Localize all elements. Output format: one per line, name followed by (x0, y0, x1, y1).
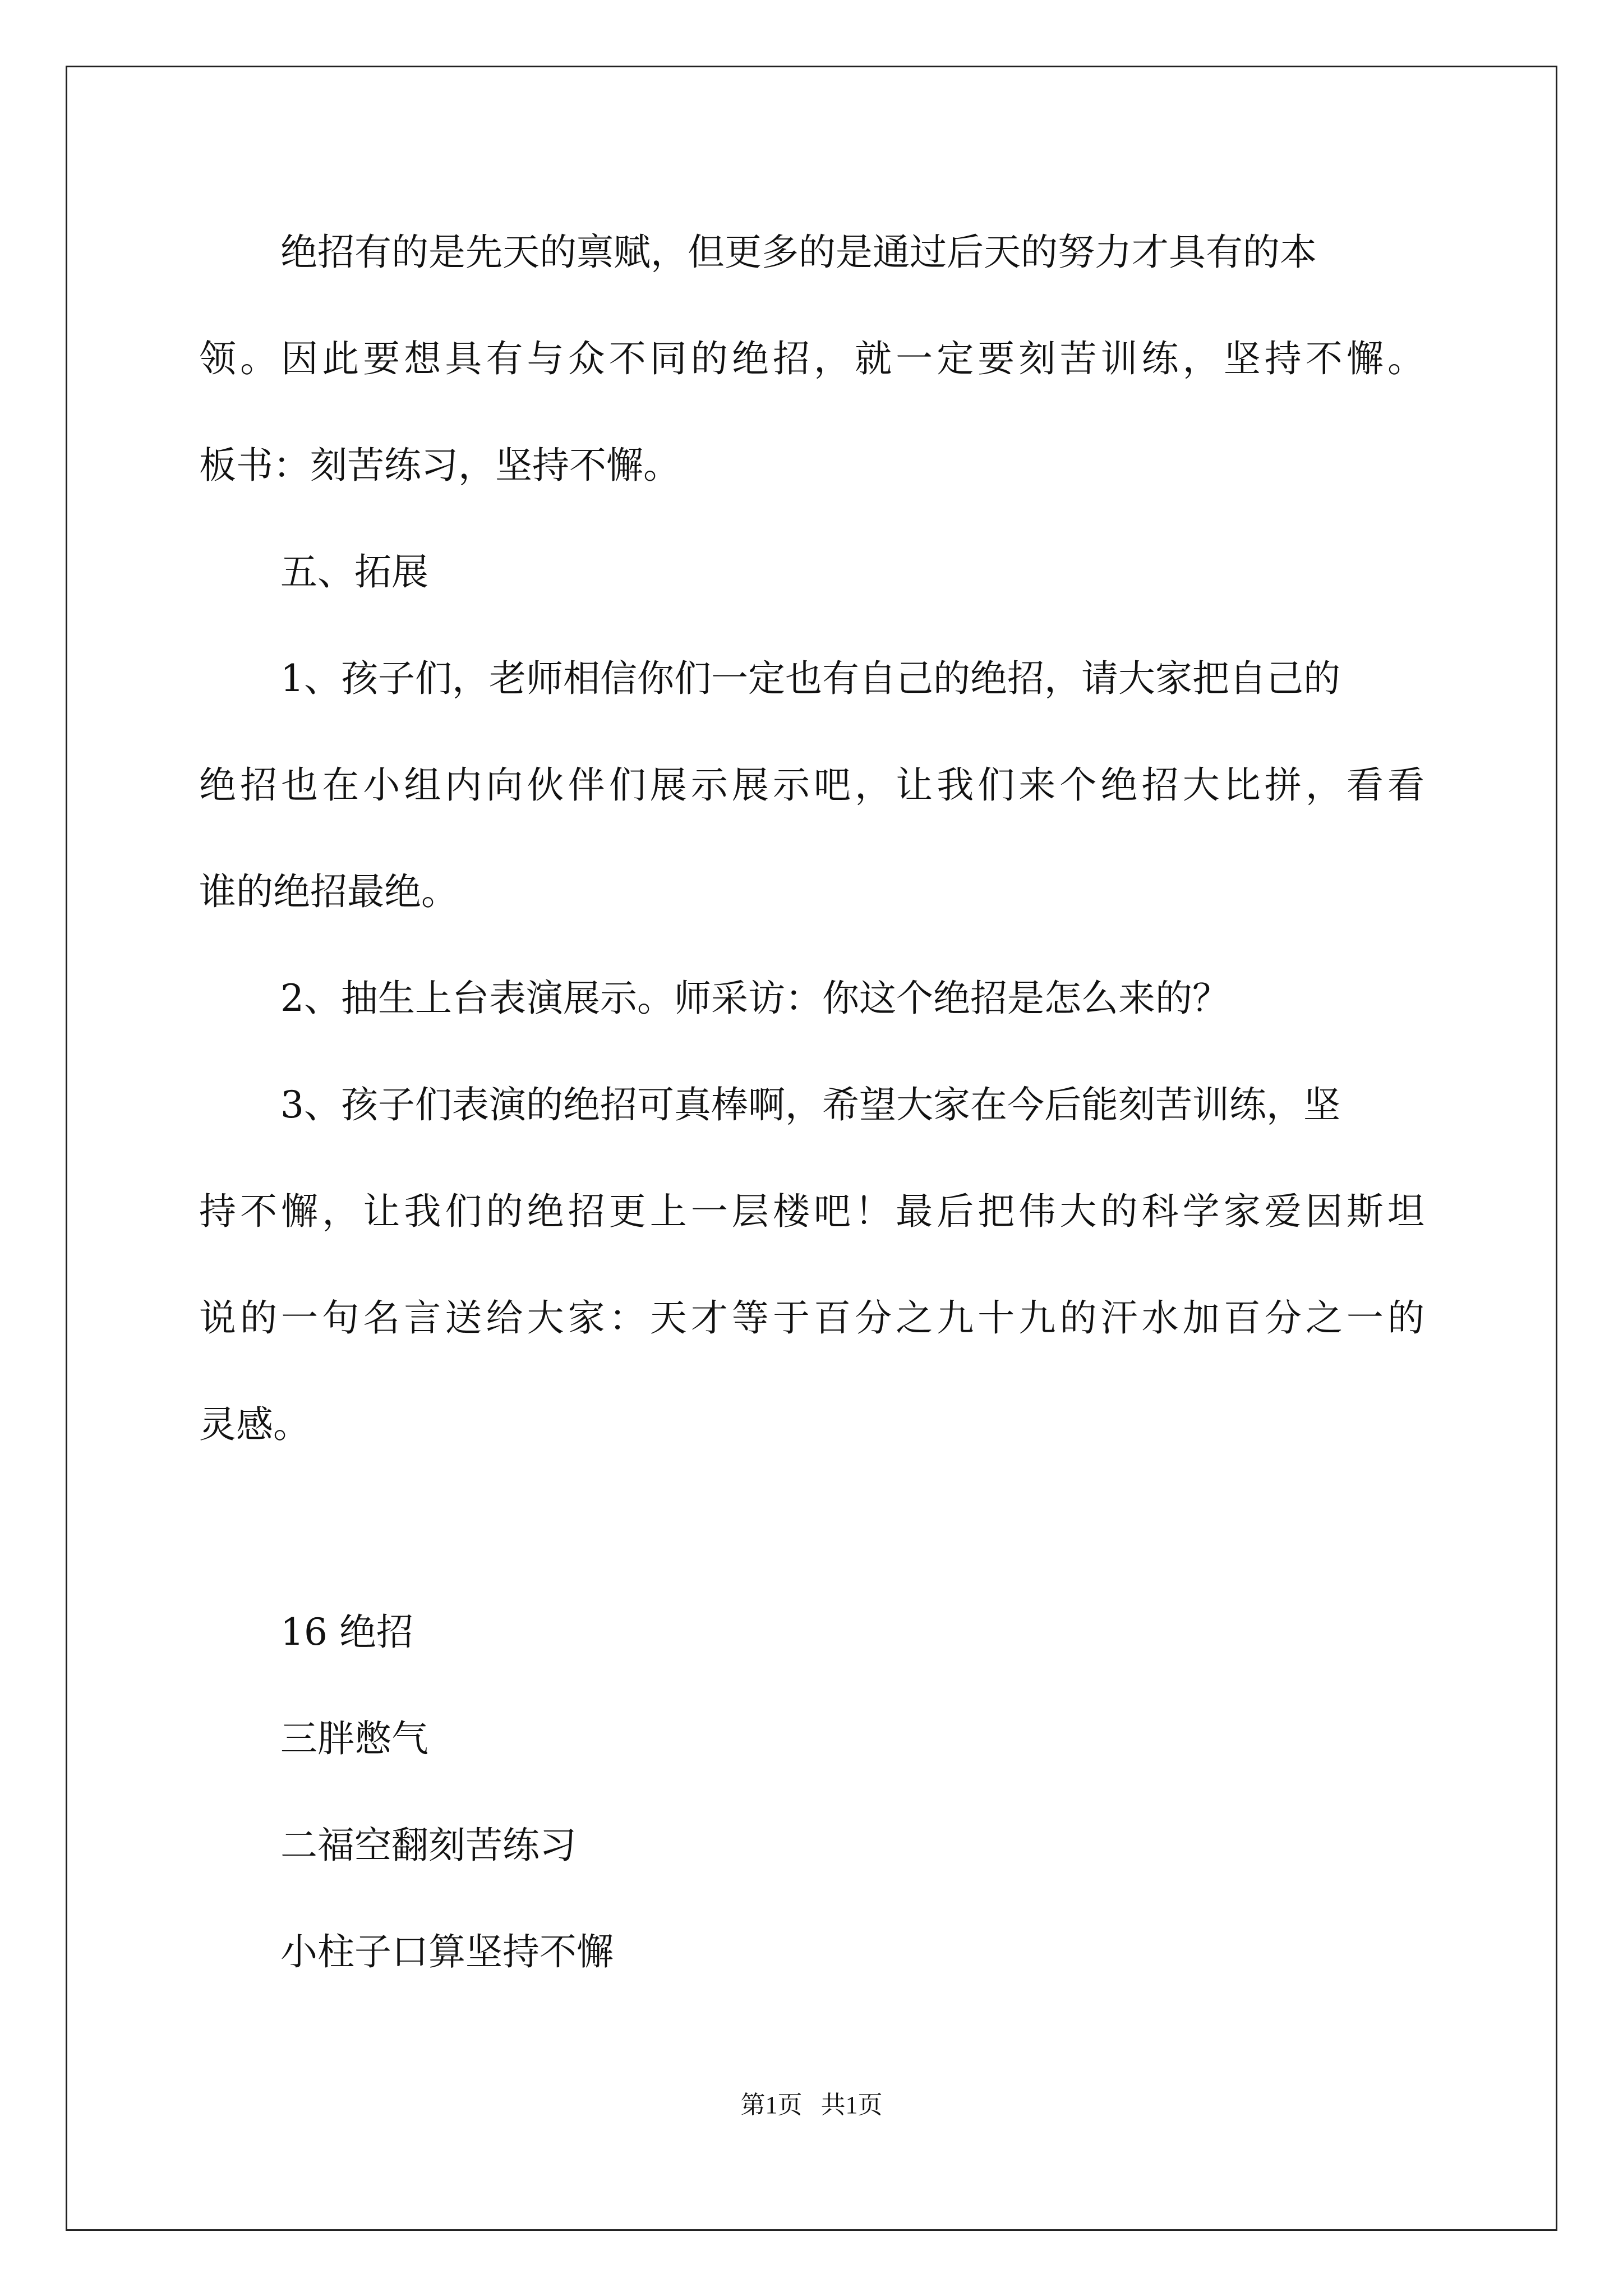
blackboard-title: 16 绝招 (280, 1611, 413, 1654)
paragraph-line: 绝招也在小组内向伙伴们展示展示吧，让我们来个绝招大比拼，看看 (199, 763, 1424, 807)
section-heading: 五、拓展 (280, 550, 428, 593)
blackboard-row: 二福空翻刻苦练习 (280, 1824, 577, 1867)
paragraph-line: 绝招有的是先天的禀赋，但更多的是通过后天的努力才具有的本 (280, 231, 1317, 274)
paragraph-line: 说的一句名言送给大家：天才等于百分之九十九的汗水加百分之一的 (199, 1296, 1424, 1340)
blackboard-row: 小柱子口算坚持不懈 (280, 1930, 614, 1973)
paragraph-line: 谁的绝招最绝。 (199, 870, 458, 913)
page-border (66, 66, 1557, 2231)
blackboard-row: 三胖憋气 (280, 1717, 428, 1760)
paragraph-line: 3、孩子们表演的绝招可真棒啊，希望大家在今后能刻苦训练，坚 (280, 1083, 1340, 1126)
paragraph-line: 持不懈，让我们的绝招更上一层楼吧！最后把伟大的科学家爱因斯坦 (199, 1190, 1424, 1233)
paragraph-line: 1、孩子们，老师相信你们一定也有自己的绝招，请大家把自己的 (280, 657, 1340, 700)
page-number-footer: 第1页 共1页 (740, 2091, 883, 2119)
paragraph-line: 2、抽生上台表演展示。师采访：你这个绝招是怎么来的？ (280, 977, 1229, 1020)
paragraph-line: 灵感。 (199, 1403, 310, 1446)
paragraph-line: 领。因此要想具有与众不同的绝招，就一定要刻苦训练，坚持不懈。 (199, 337, 1424, 380)
paragraph-line: 板书：刻苦练习，坚持不懈。 (199, 444, 680, 487)
